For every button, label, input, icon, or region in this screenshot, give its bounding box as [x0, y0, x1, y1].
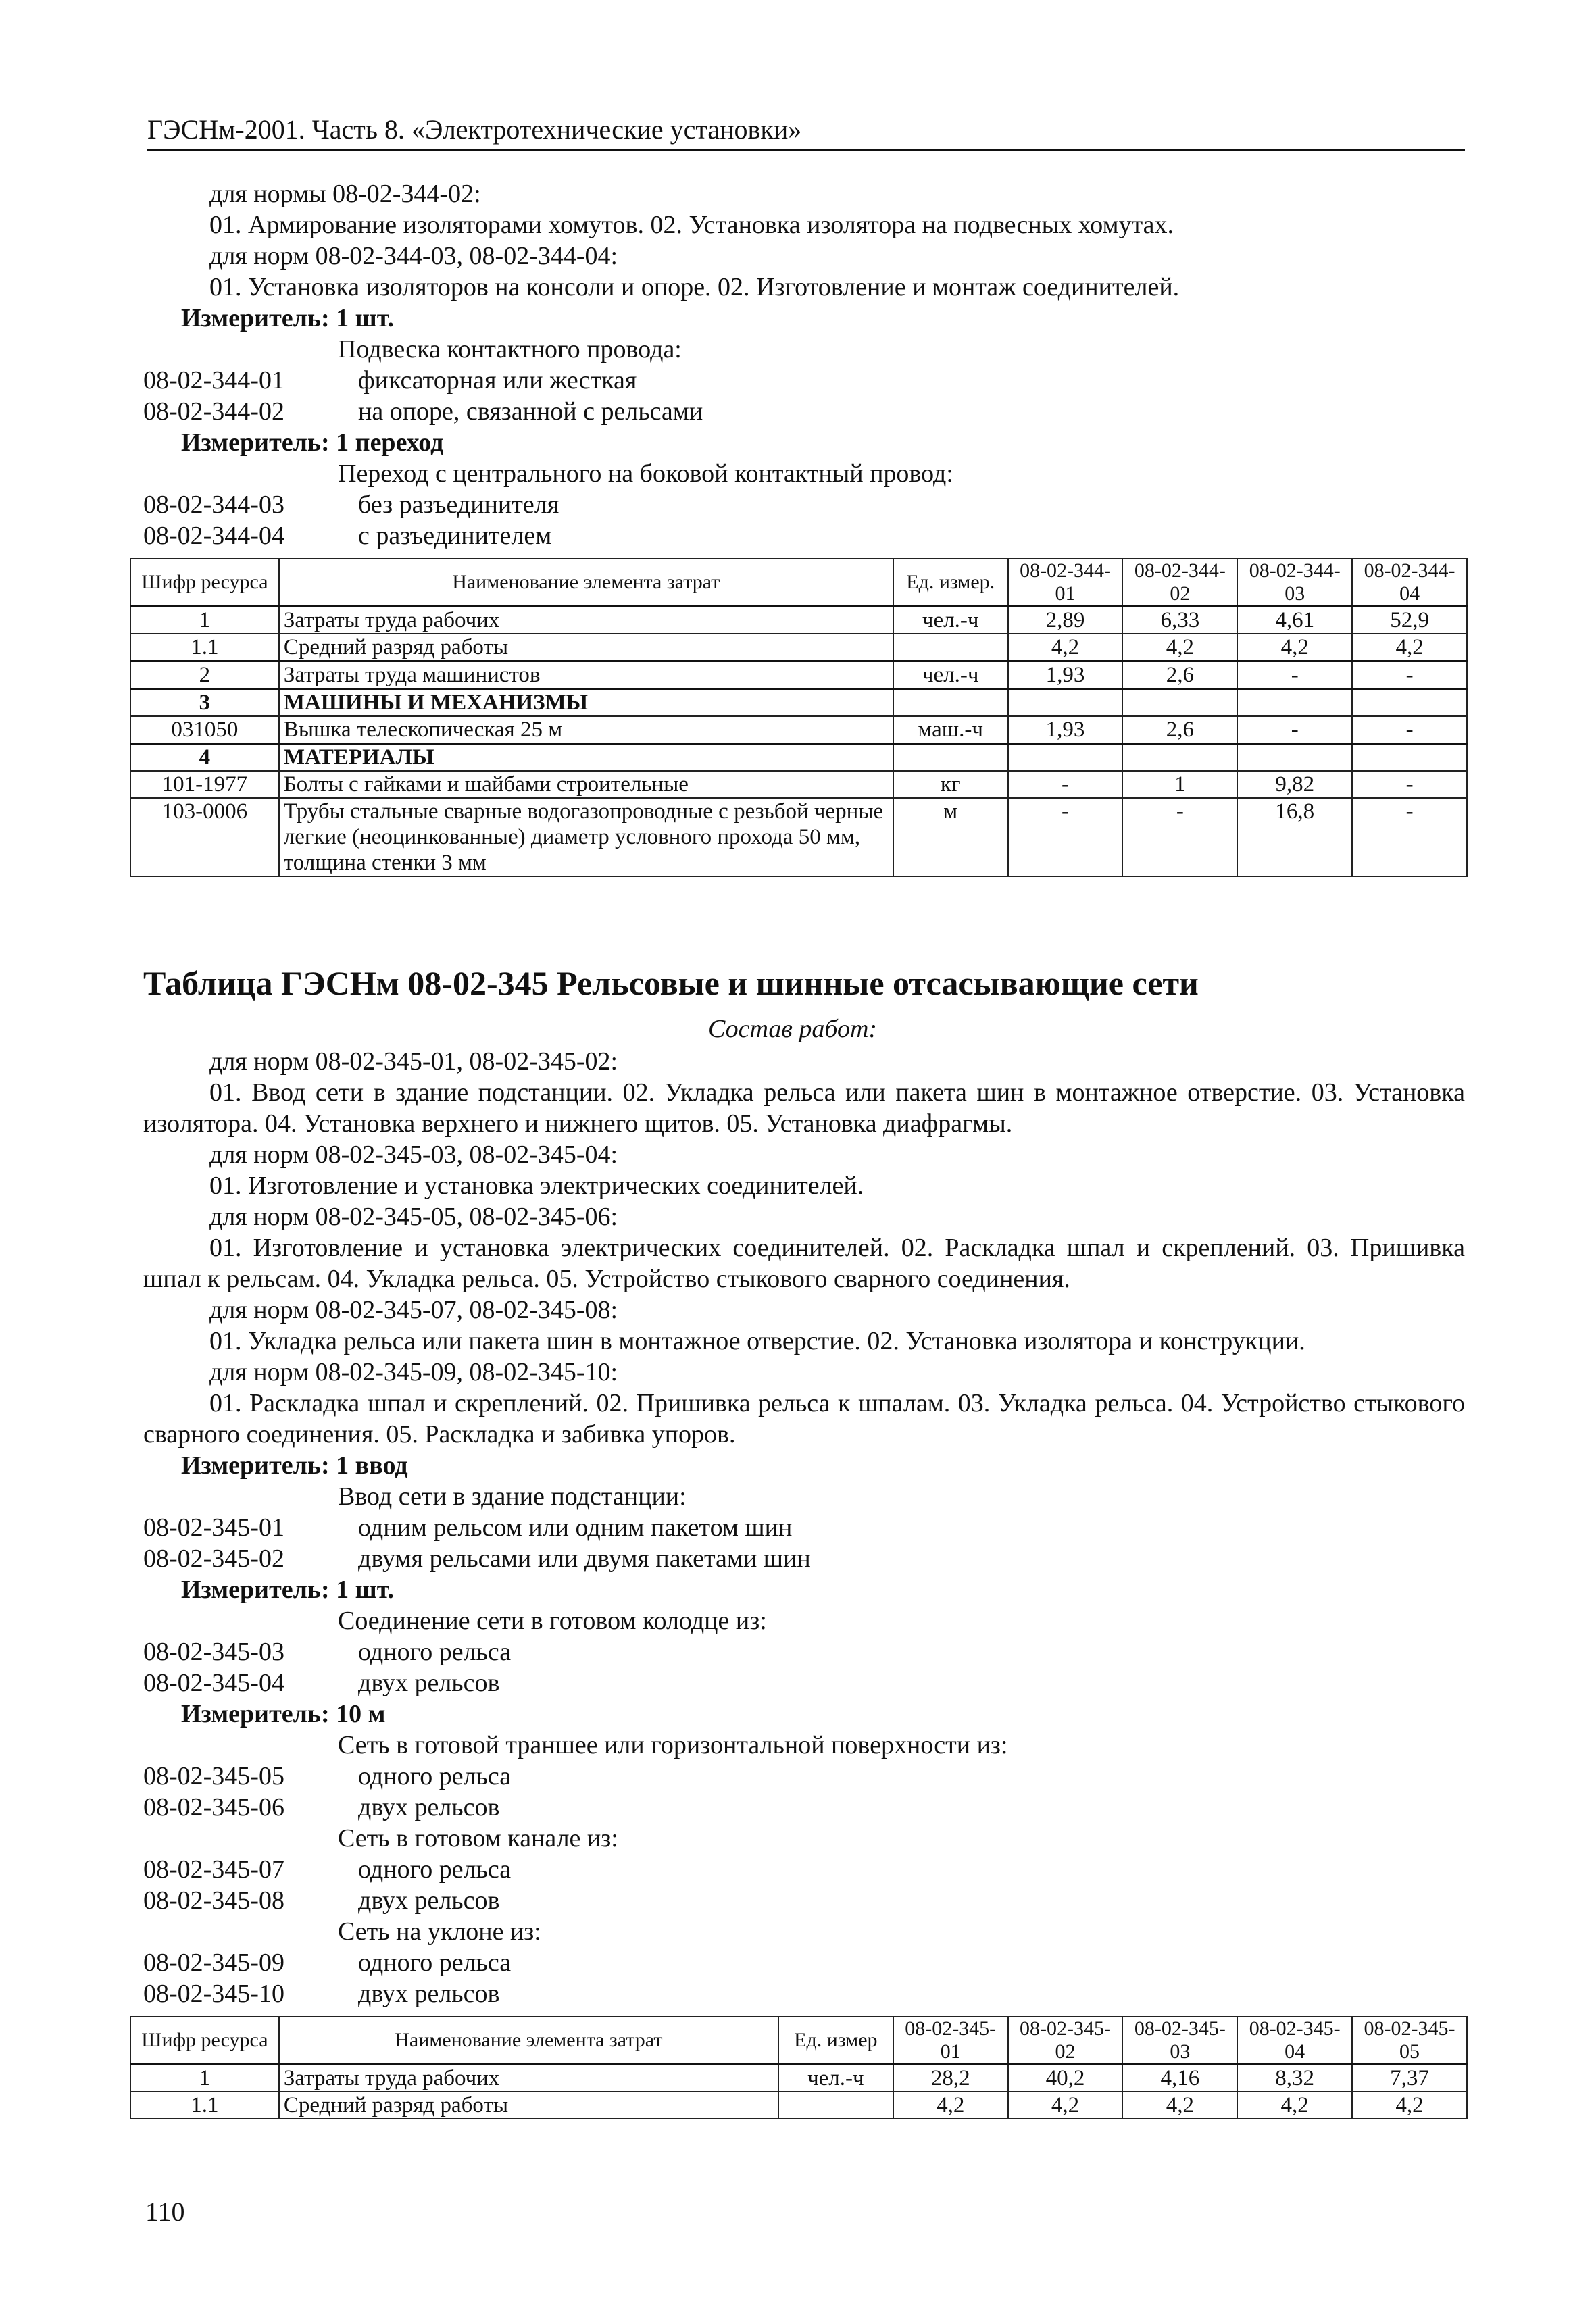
running-header: ГЭСНм-2001. Часть 8. «Электротехнические установки» — [147, 114, 1465, 151]
cell-value: - — [1237, 661, 1352, 689]
cell-code: 4 — [130, 744, 279, 772]
norm-scope: для норм 08-02-345-03, 08-02-345-04: — [209, 1140, 618, 1169]
cell-name: Вышка телескопическая 25 м — [279, 716, 893, 744]
cell-value — [1122, 689, 1237, 717]
norm-group-title: Ввод сети в здание подстанции: — [338, 1482, 687, 1511]
norm-code: 08-02-345-09 — [143, 1948, 284, 1977]
header-norm: 08-02-344-03 — [1237, 559, 1352, 607]
cell-value: 4,16 — [1122, 2065, 1237, 2092]
norm-name: фиксаторная или жесткая — [358, 366, 637, 395]
cell-value: - — [1352, 716, 1467, 744]
cell-value: 4,2 — [1008, 2092, 1123, 2119]
norm-code: 08-02-345-03 — [143, 1638, 284, 1666]
cell-name: Трубы стальные сварные водогазопроводные с резьбой черные легкие (неоцинкованные) диаметр условного прохода 50 мм, толщина стенки 3 мм — [279, 798, 893, 876]
header-norm: 08-02-345-01 — [893, 2017, 1008, 2065]
measure-unit: Измеритель: 1 переход — [181, 428, 444, 457]
norm-name: одним рельсом или одним пакетом шин — [358, 1513, 793, 1542]
norm-name: с разъединителем — [358, 522, 552, 550]
norm-code: 08-02-345-07 — [143, 1855, 284, 1884]
table-row — [130, 716, 1467, 744]
norm-group-title: Соединение сети в готовом колодце из: — [338, 1607, 767, 1635]
header-norm: 08-02-344-01 — [1008, 559, 1123, 607]
norm-code: 08-02-344-01 — [143, 366, 284, 395]
norm-scope: для нормы 08-02-344-02: — [209, 180, 481, 208]
table-row — [130, 798, 1467, 876]
table-row — [130, 607, 1467, 634]
norm-group-title: Переход с центрального на боковой контактный провод: — [338, 459, 953, 488]
cell-name: МАШИНЫ И МЕХАНИЗМЫ — [279, 689, 893, 717]
norm-name: двух рельсов — [358, 1886, 500, 1915]
header-name: Наименование элемента затрат — [279, 2017, 778, 2065]
table-row — [130, 661, 1467, 689]
cell-value: - — [1122, 798, 1237, 876]
cell-value: 2,6 — [1122, 661, 1237, 689]
work-list: 01. Раскладка шпал и скреплений. 02. Пришивка рельса к шпалам. 03. Укладка рельса. 04. Устройство стыкового сварного соединения. 05. Раскладка и забивка упоров. — [143, 1389, 1465, 1449]
cell-value — [1008, 689, 1123, 717]
norm-code: 08-02-345-05 — [143, 1762, 284, 1790]
header-norm: 08-02-344-02 — [1122, 559, 1237, 607]
cell-unit — [893, 634, 1008, 661]
norm-name: двух рельсов — [358, 1669, 500, 1697]
norm-code: 08-02-345-02 — [143, 1544, 284, 1573]
table-row — [130, 689, 1467, 717]
work-list: 01. Изготовление и установка электрических соединителей. 02. Раскладка шпал и скреплений. 03. Пришивка шпал к рельсам. 04. Укладка рельса. 05. Устройство стыкового сварного соединения. — [143, 1234, 1465, 1293]
cell-value: - — [1008, 771, 1123, 798]
cell-unit: кг — [893, 771, 1008, 798]
norm-group-title: Сеть в готовой траншее или горизонтальной поверхности из: — [338, 1731, 1008, 1759]
cell-code: 3 — [130, 689, 279, 717]
cell-value: 4,2 — [1352, 2092, 1467, 2119]
cell-value: 1,93 — [1008, 716, 1123, 744]
cell-value: 4,2 — [1237, 634, 1352, 661]
norm-group-title: Сеть в готовом канале из: — [338, 1824, 618, 1853]
cell-value: 1,93 — [1008, 661, 1123, 689]
cell-value — [1352, 744, 1467, 772]
works-title: Состав работ: — [708, 1015, 878, 1043]
table-row — [130, 2092, 1467, 2119]
cell-code: 2 — [130, 661, 279, 689]
cell-value: - — [1352, 798, 1467, 876]
cell-unit — [893, 744, 1008, 772]
header-norm: 08-02-345-05 — [1352, 2017, 1467, 2065]
norm-code: 08-02-345-08 — [143, 1886, 284, 1915]
cell-name: Средний разряд работы — [279, 634, 893, 661]
cell-value: 1 — [1122, 771, 1237, 798]
page-number: 110 — [145, 2196, 185, 2227]
cell-code: 1.1 — [130, 634, 279, 661]
norm-name: двух рельсов — [358, 1793, 500, 1821]
table-row — [130, 634, 1467, 661]
cell-name: Затраты труда рабочих — [279, 2065, 778, 2092]
measure-unit: Измеритель: 10 м — [181, 1700, 386, 1728]
cell-name: Средний разряд работы — [279, 2092, 778, 2119]
measure-unit: Измеритель: 1 шт. — [181, 1576, 395, 1604]
cell-unit: маш.-ч — [893, 716, 1008, 744]
norm-name: одного рельса — [358, 1762, 512, 1790]
cell-value: 9,82 — [1237, 771, 1352, 798]
cell-value: 4,2 — [1122, 2092, 1237, 2119]
norm-code: 08-02-344-03 — [143, 491, 284, 519]
cell-value: - — [1352, 771, 1467, 798]
cell-name: МАТЕРИАЛЫ — [279, 744, 893, 772]
cell-value: 4,2 — [893, 2092, 1008, 2119]
cell-value: 4,2 — [1008, 634, 1123, 661]
cell-code: 1 — [130, 2065, 279, 2092]
norm-code: 08-02-345-04 — [143, 1669, 284, 1697]
norm-name: без разъединителя — [358, 491, 559, 519]
cell-value: 4,2 — [1237, 2092, 1352, 2119]
resource-table-345 — [130, 2016, 1468, 2119]
norm-name: одного рельса — [358, 1855, 512, 1884]
cell-code: 103-0006 — [130, 798, 279, 876]
header-norm: 08-02-345-03 — [1122, 2017, 1237, 2065]
cell-value: 8,32 — [1237, 2065, 1352, 2092]
work-list: 01. Изготовление и установка электрических соединителей. — [209, 1172, 864, 1200]
cell-value: 2,6 — [1122, 716, 1237, 744]
cell-value — [1122, 744, 1237, 772]
header-unit: Ед. измер — [778, 2017, 893, 2065]
header-name: Наименование элемента затрат — [279, 559, 893, 607]
cell-value: 7,37 — [1352, 2065, 1467, 2092]
cell-unit: чел.-ч — [778, 2065, 893, 2092]
norm-name: одного рельса — [358, 1638, 512, 1666]
norm-name: двух рельсов — [358, 1980, 500, 2008]
cell-value: - — [1237, 716, 1352, 744]
cell-name: Затраты труда рабочих — [279, 607, 893, 634]
cell-unit: чел.-ч — [893, 607, 1008, 634]
resource-table-344 — [130, 558, 1468, 877]
header-norm: 08-02-344-04 — [1352, 559, 1467, 607]
norm-scope: для норм 08-02-345-09, 08-02-345-10: — [209, 1358, 618, 1386]
header-unit: Ед. измер. — [893, 559, 1008, 607]
table-row — [130, 771, 1467, 798]
table-title: Таблица ГЭСНм 08-02-345 Рельсовые и шинные отсасывающие сети — [143, 964, 1199, 1002]
norm-scope: для норм 08-02-344-03, 08-02-344-04: — [209, 242, 618, 270]
header-norm: 08-02-345-02 — [1008, 2017, 1123, 2065]
cell-value: 4,2 — [1352, 634, 1467, 661]
table-row — [130, 2065, 1467, 2092]
measure-unit: Измеритель: 1 шт. — [181, 304, 395, 332]
cell-value — [1237, 689, 1352, 717]
cell-unit: м — [893, 798, 1008, 876]
norm-group-title: Сеть на уклоне из: — [338, 1917, 541, 1946]
cell-value: 2,89 — [1008, 607, 1123, 634]
work-list: 01. Ввод сети в здание подстанции. 02. Укладка рельса или пакета шин в монтажное отверстие. 03. Установка изолятора. 04. Установка верхнего и нижнего щитов. 05. Установка диафрагмы. — [143, 1078, 1465, 1138]
cell-unit — [778, 2092, 893, 2119]
cell-value: 4,61 — [1237, 607, 1352, 634]
cell-code: 101-1977 — [130, 771, 279, 798]
cell-value — [1237, 744, 1352, 772]
cell-code: 1 — [130, 607, 279, 634]
cell-value: 16,8 — [1237, 798, 1352, 876]
table-row — [130, 744, 1467, 772]
cell-value — [1352, 689, 1467, 717]
norm-name: двумя рельсами или двумя пакетами шин — [358, 1544, 811, 1573]
header-code: Шифр ресурса — [130, 2017, 279, 2065]
cell-value: 28,2 — [893, 2065, 1008, 2092]
cell-code: 031050 — [130, 716, 279, 744]
work-list: 01. Армирование изоляторами хомутов. 02. Установка изолятора на подвесных хомутах. — [209, 211, 1174, 239]
cell-name: Болты с гайками и шайбами строительные — [279, 771, 893, 798]
measure-unit: Измеритель: 1 ввод — [181, 1451, 408, 1480]
norm-scope: для норм 08-02-345-01, 08-02-345-02: — [209, 1047, 618, 1076]
norm-name: одного рельса — [358, 1948, 512, 1977]
norm-code: 08-02-344-04 — [143, 522, 284, 550]
cell-value: - — [1008, 798, 1123, 876]
norm-code: 08-02-344-02 — [143, 397, 284, 426]
cell-value: - — [1352, 661, 1467, 689]
cell-value: 4,2 — [1122, 634, 1237, 661]
cell-value: 52,9 — [1352, 607, 1467, 634]
cell-unit — [893, 689, 1008, 717]
cell-name: Затраты труда машинистов — [279, 661, 893, 689]
cell-unit: чел.-ч — [893, 661, 1008, 689]
cell-value: 40,2 — [1008, 2065, 1123, 2092]
header-code: Шифр ресурса — [130, 559, 279, 607]
norm-code: 08-02-345-06 — [143, 1793, 284, 1821]
header-norm: 08-02-345-04 — [1237, 2017, 1352, 2065]
cell-code: 1.1 — [130, 2092, 279, 2119]
norm-scope: для норм 08-02-345-07, 08-02-345-08: — [209, 1296, 618, 1324]
norm-scope: для норм 08-02-345-05, 08-02-345-06: — [209, 1203, 618, 1231]
norm-name: на опоре, связанной с рельсами — [358, 397, 703, 426]
work-list: 01. Установка изоляторов на консоли и опоре. 02. Изготовление и монтаж соединителей. — [209, 273, 1180, 301]
work-list: 01. Укладка рельса или пакета шин в монтажное отверстие. 02. Установка изолятора и конструкции. — [209, 1327, 1305, 1355]
cell-value: 6,33 — [1122, 607, 1237, 634]
norm-code: 08-02-345-01 — [143, 1513, 284, 1542]
norm-group-title: Подвеска контактного провода: — [338, 335, 682, 363]
norm-code: 08-02-345-10 — [143, 1980, 284, 2008]
cell-value — [1008, 744, 1123, 772]
